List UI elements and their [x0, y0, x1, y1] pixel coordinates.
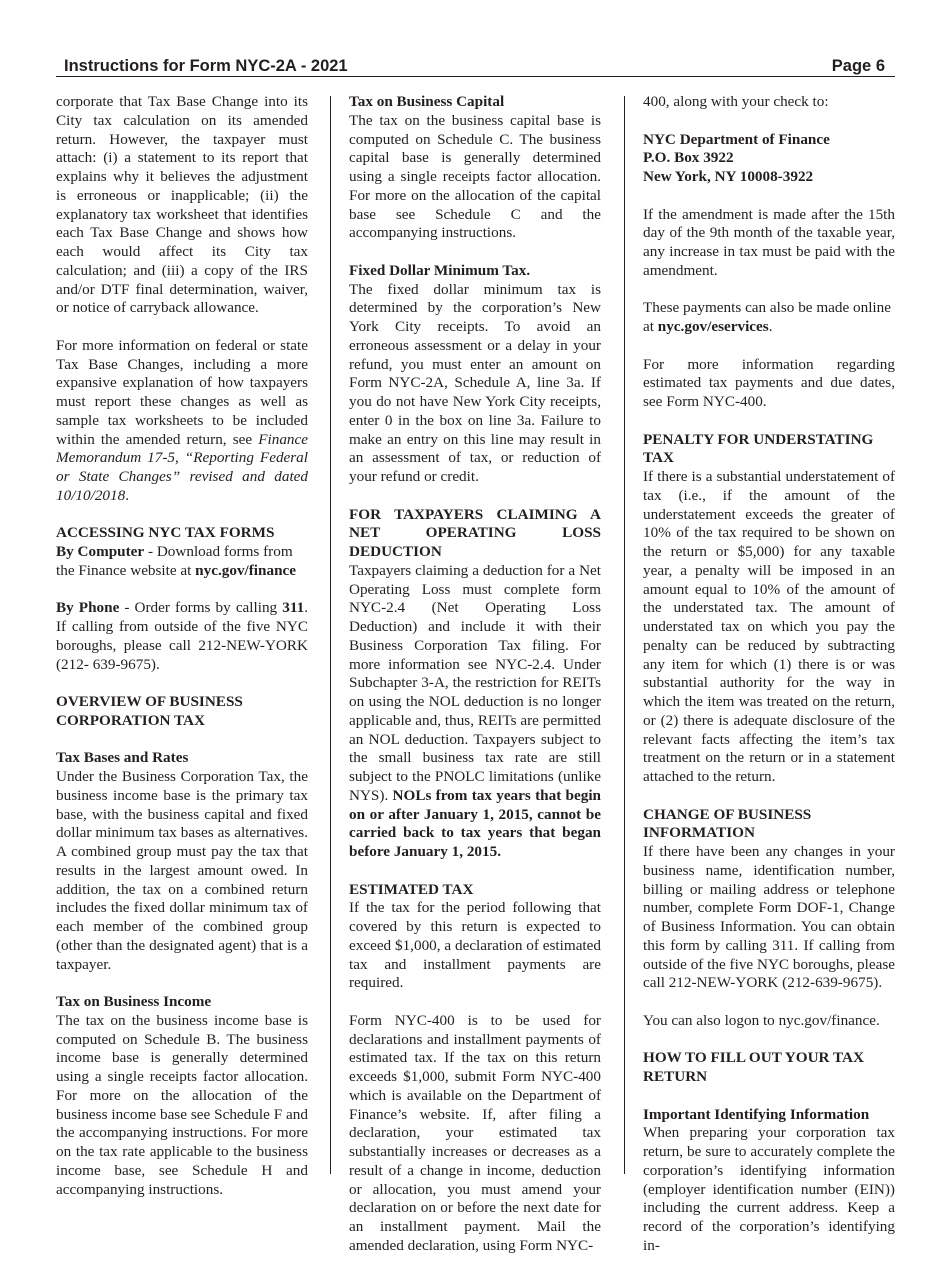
- tax-base-change-paragraph: [56, 93, 308, 318]
- form-nyc-400-paragraph: [349, 1012, 601, 1256]
- paragraph-text: When preparing your corporation tax return, be sure to accurately complete the corporation’s identifying information (employer identification number (EIN)) including the current address. Keep a record of the corporation’s identifying in-: [643, 1124, 895, 1254]
- paragraph-text: 400, along with your check to:: [643, 93, 829, 110]
- address-line-1: NYC Department of Finance: [643, 130, 830, 148]
- paragraph-text: You can also logon to nyc.gov/finance.: [643, 1011, 880, 1029]
- address-line-2: P.O. Box 3922: [643, 149, 734, 167]
- subsection-heading: Tax on Business Income: [56, 993, 212, 1010]
- section-heading: FOR TAXPAYERS CLAIMING A NET OPERATING LOSS DEDUCTION: [349, 505, 601, 560]
- tax-business-capital-section: [349, 93, 601, 243]
- change-business-info-section: [643, 806, 895, 994]
- run-in-heading: By Computer: [56, 543, 145, 560]
- section-heading: ACCESSING NYC TAX FORMS: [56, 524, 275, 542]
- page-header: [56, 57, 895, 77]
- identifying-info-section: [643, 1106, 895, 1256]
- column-2: [349, 93, 601, 1274]
- paragraph-text: If there have been any changes in your business name, identification number, billing or mailing address or telephone number, complete Form DOF-1, Change of Business Information. You can obtain this form by calling 311. If calling from outside of the five NYC boroughs, please call 212-NEW-YORK (212-639-9675).: [643, 843, 895, 992]
- subsection-heading: Fixed Dollar Minimum Tax.: [349, 261, 531, 279]
- paragraph-text: For more information regarding estimated tax payments and due dates, see Form NYC-400.: [643, 355, 895, 410]
- eservices-link[interactable]: nyc.gov/eservices: [657, 318, 769, 335]
- paragraph-text: Form NYC-400 is to be used for declarations and installment payments of estimated tax. If the tax on this return exceeds $1,000, submit Form NYC-400 which is available on the Department of Finance’s website. If, after filing a declaration, your estimated tax substantially increases or decreases as a result of a change in income, deduction or allocation, you must amend your declaration on or before the next date for an installment payment. Mail the amended declaration, using Form NYC-: [349, 1011, 601, 1254]
- estimated-tax-section: [349, 881, 601, 994]
- section-heading: ESTIMATED TAX: [349, 880, 474, 898]
- accessing-forms-section: ACCESSING NYC TAX FORMS By Computer - Download forms from the Finance website at nyc.gov/finance: [56, 524, 308, 580]
- column-divider-2: [624, 96, 625, 1174]
- by-phone-section: By Phone - Order forms by calling 311. If calling from outside of the five NYC boroughs, please call 212-NEW-YORK (212- 639-9675).: [56, 599, 308, 673]
- nol-carryback-notice: NOLs from tax years that begin on or after January 1, 2015, cannot be carried back to tax years that began before January 1, 2015.: [349, 786, 601, 860]
- column-divider-1: [330, 96, 331, 1174]
- fixed-dollar-minimum-section: [349, 262, 601, 487]
- paragraph-text: If there is a substantial understatement of tax (i.e., if the amount of the understatement exceeds the greater of 10% of the tax required to be shown on the return or $5,000) for any taxable year, a penalty will be imposed in an amount equal to 10% of the amount of the understated tax. The amount of understated tax on which you pay the penalty can be reduced by subtracting any item for which (1) there is or was substantial authority for the way in which the item was treated on the return, or (2) there is adequate disclosure of the relevant facts affecting the item’s tax treatment on the return or in a statement attached to the return.: [643, 468, 895, 785]
- subsection-heading: Tax Bases and Rates: [56, 749, 189, 767]
- column-1: [56, 93, 308, 1218]
- nol-deduction-section: [349, 506, 601, 862]
- column-3: [643, 93, 895, 1274]
- paragraph-text: The tax on the business income base is computed on Schedule B. The business income base is generally determined using a single receipts factor allocation. For more on the allocation of the business income base see Schedule F and the accompanying instructions. For more on the tax rate applicable to the business income base, see Schedule H and accompanying instructions.: [56, 1011, 308, 1198]
- logon-paragraph: [643, 1012, 895, 1031]
- paragraph-text: These payments can also be made online at: [643, 299, 891, 335]
- section-heading: CHANGE OF BUSINESS INFORMATION: [643, 805, 812, 842]
- address-line-3: New York, NY 10008-3922: [643, 168, 814, 185]
- run-in-heading: By Phone: [56, 599, 120, 617]
- section-heading: HOW TO FILL OUT YOUR TAX RETURN: [643, 1049, 864, 1085]
- document-title: Instructions for Form NYC-2A - 2021: [64, 57, 348, 75]
- estimated-info-paragraph: [643, 356, 895, 412]
- continuation-paragraph: [643, 93, 895, 112]
- section-heading: PENALTY FOR UNDERSTATING TAX: [643, 430, 874, 467]
- section-heading: OVERVIEW OF BUSINESS CORPORATION TAX: [56, 693, 243, 729]
- paragraph-text: If the tax for the period following that covered by this return is expected to exceed $1,000, a declaration of estimated tax and installment payments are required.: [349, 899, 601, 992]
- mailing-address: [643, 131, 895, 187]
- finance-website-link[interactable]: nyc.gov/finance: [195, 561, 296, 579]
- how-to-fill-heading-section: [643, 1049, 895, 1087]
- subsection-heading: Tax on Business Capital: [349, 93, 505, 110]
- tax-business-income-section: [56, 993, 308, 1199]
- tax-bases-rates-section: [56, 749, 308, 974]
- paragraph-text: The tax on the business capital base is computed on Schedule C. The business capital base is generally determined using a single receipts factor allocation. For more on the allocation of the capital base see Schedule C and the accompanying instructions.: [349, 111, 601, 242]
- phone-number-311: 311: [282, 599, 305, 617]
- paragraph-text: If the amendment is made after the 15th day of the 9th month of the taxable year, any increase in tax must be paid with the amendment.: [643, 205, 895, 279]
- penalty-section: [643, 431, 895, 787]
- subsection-heading: Important Identifying Information: [643, 1105, 870, 1123]
- memo-reference: Finance Memorandum 17-5, “Reporting Federal or State Changes” revised and dated 10/10/2018: [56, 430, 308, 504]
- online-payments-paragraph: These payments can also be made online at nyc.gov/eservices.: [643, 299, 891, 335]
- amendment-paragraph: [643, 206, 895, 281]
- overview-heading-section: [56, 693, 308, 731]
- federal-state-changes-paragraph: For more information on federal or state Tax Base Changes, including a more expansive explanation of how taxpayers must report these changes as well as sample tax worksheets to be included within the amended return, see Finance Memorandum 17-5, “Reporting Federal or State Changes” revised and dated 10/10/2018.: [56, 336, 308, 504]
- paragraph-text: Under the Business Corporation Tax, the business income base is the primary tax base, with the business capital and fixed dollar minimum tax bases as alternatives. A combined group must pay the tax that results in the largest amount owed. In addition, the tax on a combined return includes the fixed dollar minimum tax of each member of the combined group (other than the designated agent) that is a taxpayer.: [56, 768, 308, 973]
- paragraph-text: Taxpayers claiming a deduction for a Net Operating Loss must complete form NYC-2.4 (Net Operating Loss Deduction) and include it with their Business Corporation Tax filing. For more information see NYC-2.4. Under Subchapter 3-A, the restriction for REITs on using the NOL deduction is no longer applicable and, thus, REITs are permitted an NOL deduction. Taxpayers subject to the small business tax rate are still subject to the PNOLC limitations (unlike NYS).: [349, 561, 601, 804]
- paragraph-text: corporate that Tax Base Change into its City tax calculation on its amended return. However, the taxpayer must attach: (i) a statement to its report that explains why it believes the adjustment is erroneous or inapplicable; (ii) the explanatory tax worksheet that identifies each Tax Base Change and shows how each would affect its City tax calculation; and (iii) a copy of the IRS and/or DTF final determination, waiver, or notice of carryback allowance.: [56, 93, 308, 317]
- page-number: Page 6: [831, 57, 885, 75]
- paragraph-text: The fixed dollar minimum tax is determined by the corporation’s New York City receipts. To avoid an erroneous assessment or a delay in your refund, you must enter an amount on Form NYC-2A, Schedule A, line 3a. If you do not have New York City receipts, enter 0 in the box on line 3a. Failure to make an entry on this line may result in an assessment of tax, or reduction of your refund or credit.: [349, 280, 601, 485]
- paragraph-text: For more information on federal or state Tax Base Changes, including a more expansive explanation of how taxpayers must report these changes as well as sample tax worksheets to be included within the amended return, see: [56, 336, 308, 448]
